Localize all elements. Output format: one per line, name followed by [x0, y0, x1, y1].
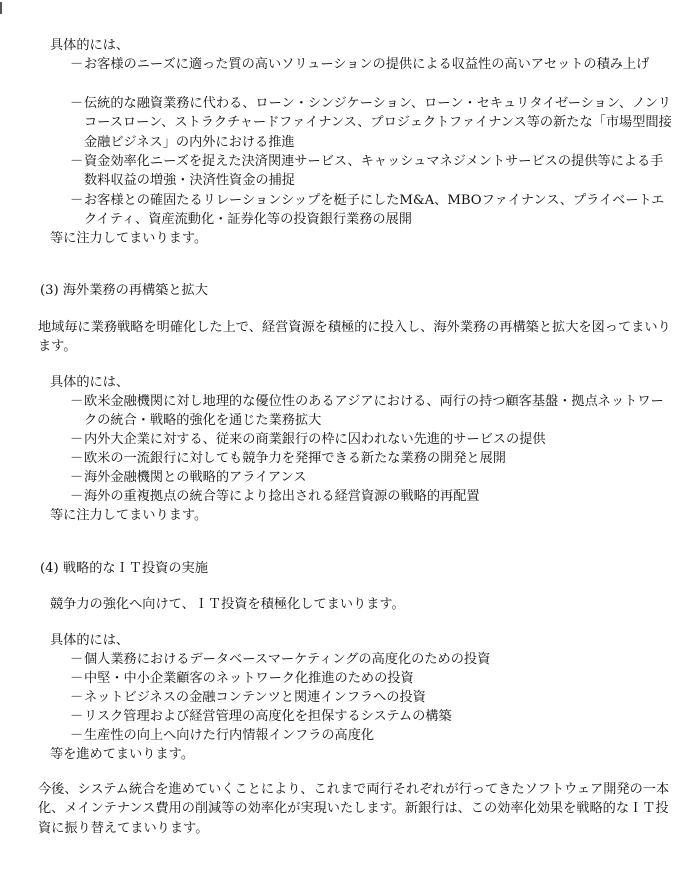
section3-item-2 — [70, 430, 674, 449]
section4-closing: 今後、システム統合を進めていくことにより、これまで両行それぞれが行ってきたソフトウェア開発の一本化、メインテナンス費用の削減等の効率化が実現いたします。新銀行は、この効率化効果を戦略的なＩＴ投資に振り替えてまいります。 — [38, 782, 670, 836]
dash-mark: － — [70, 154, 84, 169]
block1-item-4-text: お客様との確固たるリレーションシップを梃子にしたM&A、MBOファイナンス、プライベートエクイティ、資産流動化・証券化等の投資銀行業務の展開 — [84, 193, 665, 228]
section4-intro: 具体的には、 — [50, 633, 130, 648]
section3-item-2-text: 内外大企業に対する、従来の商業銀行の枠に囚われない先進的サービスの提供 — [84, 432, 546, 447]
block1-item-4 — [70, 191, 674, 230]
dash-mark: － — [70, 432, 84, 447]
dash-mark: － — [70, 709, 84, 724]
section3-item-4-text: 海外金融機関との戦略的アライアンス — [84, 470, 307, 485]
section3-item-3-text: 欧米の一流銀行に対しても競争力を発揮できる新たな業務の開発と展開 — [84, 451, 506, 466]
section4-item-5-text: 生産性の向上へ向けた行内情報インフラの高度化 — [84, 728, 375, 743]
block1-item-2-text: 伝統的な融資業務に代わる、ローン・シンジケーション、ローン・セキュリタイゼーション、ノンリコースローン、ストラクチャードファイナンス、プロジェクトファイナンス等の新たな「市場型間接金融ビジネス」の内外における推進 — [84, 96, 672, 150]
section3-intro: 具体的には、 — [50, 375, 130, 390]
section4-item-3-text: ネットビジネスの金融コンテンツと関連インフラへの投資 — [84, 690, 426, 705]
section4-lead: 競争力の強化へ向けて、ＩＴ投資を積極化してまいります。 — [50, 597, 405, 612]
block1-item-2 — [70, 94, 674, 152]
section4-outro: 等を進めてまいります。 — [50, 747, 195, 762]
section3-outro: 等に注力してまいります。 — [50, 508, 208, 523]
dash-mark: － — [70, 394, 84, 409]
section4-item-5 — [70, 726, 674, 745]
section3-lead: 地域毎に業務戦略を明確化した上で、経営資源を積極的に投入し、海外業務の再構築と拡大を図ってまいります。 — [38, 320, 671, 355]
section4-item-1 — [70, 650, 674, 669]
dash-mark: － — [70, 96, 84, 111]
section4-item-3 — [70, 688, 674, 707]
section3-item-4 — [70, 468, 674, 487]
section4-item-4-text: リスク管理および経営管理の高度化を担保するシステムの構築 — [84, 709, 452, 724]
block1-item-3-text: 資金効率化ニーズを捉えた決済関連サービス、キャッシュマネジメントサービスの提供等による手数料収益の増強・決済性資金の捕捉 — [84, 154, 664, 189]
dash-mark: － — [70, 489, 84, 504]
dash-mark: － — [70, 671, 84, 686]
dash-mark: － — [70, 470, 84, 485]
block1-outro: 等に注力してまいります。 — [50, 231, 208, 246]
dash-mark: － — [70, 193, 84, 208]
section4-item-2 — [70, 669, 674, 688]
block1-item-1 — [70, 55, 674, 74]
block1-item-3 — [70, 152, 674, 191]
dash-mark: － — [70, 728, 84, 743]
section3-item-1 — [70, 392, 674, 431]
dash-mark: － — [70, 652, 84, 667]
section3-item-1-text: 欧米金融機関に対し地理的な優位性のあるアジアにおける、両行の持つ顧客基盤・拠点ネットワークの統合・戦略的強化を通じた業務拡大 — [84, 394, 664, 429]
section4-item-4 — [70, 707, 674, 726]
section3-item-5 — [70, 487, 674, 506]
dash-mark: － — [70, 690, 84, 705]
section4-heading: (4) 戦略的なＩＴ投資の実施 — [40, 561, 208, 576]
dash-mark: － — [70, 57, 84, 72]
block1-intro: 具体的には、 — [50, 38, 130, 53]
section3-item-3 — [70, 449, 674, 468]
section3-item-5-text: 海外の重複拠点の統合等により捻出される経営資源の戦略的再配置 — [84, 489, 480, 504]
block1-item-1-text: お客様のニーズに適った質の高いソリューションの提供による収益性の高いアセットの積み上げ — [84, 57, 650, 72]
section3-heading: (3) 海外業務の再構築と拡大 — [40, 283, 208, 298]
dash-mark: － — [70, 451, 84, 466]
section4-item-2-text: 中堅・中小企業顧客のネットワーク化推進のための投資 — [84, 671, 414, 686]
left-edge-mark — [0, 2, 2, 14]
section4-item-1-text: 個人業務におけるデータベースマーケティングの高度化のための投資 — [84, 652, 491, 667]
